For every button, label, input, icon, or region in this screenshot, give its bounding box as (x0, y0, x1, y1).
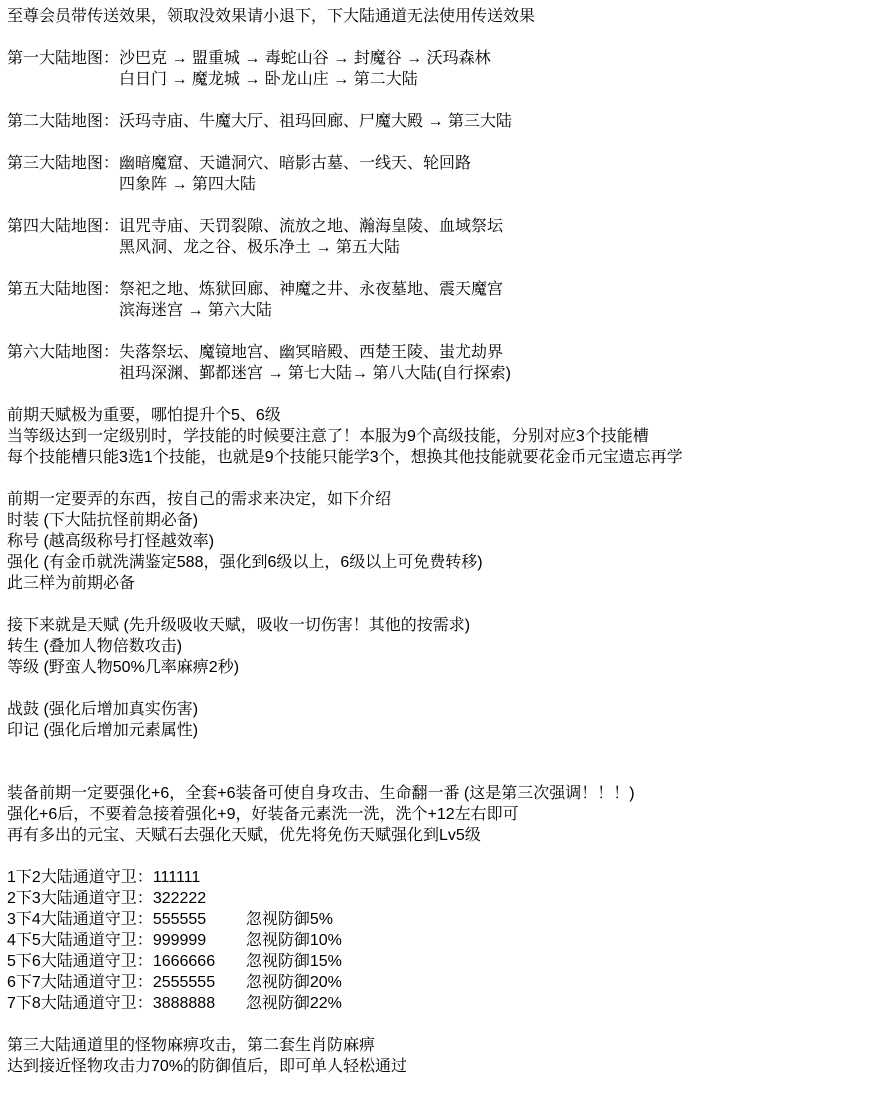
map-route-lines (119, 279, 865, 321)
map-label: 第四大陆地图： (7, 218, 120, 235)
guard-ignore-defense (246, 888, 865, 909)
map-section-3 (7, 153, 865, 195)
text-line: 转生 (叠加人物倍数攻击) (7, 638, 183, 655)
map-label: 第六大陆地图： (7, 344, 120, 361)
text-line: 印记 (强化后增加元素属性) (7, 722, 199, 739)
map-section-6 (7, 342, 865, 384)
text-line: 前期天赋极为重要，哪怕提升个5、6级 (7, 407, 281, 424)
guard-label: 3下4大陆通道守卫： (7, 911, 153, 928)
map-route-line: 祭祀之地、炼狱回廊、神魔之井、永夜墓地、震天魔宫 (119, 281, 504, 298)
talent-next-paragraph (7, 615, 865, 678)
guard-row (7, 951, 865, 972)
text-line: 接下来就是天赋 (先升级吸收天赋，吸收一切伤害！其他的按需求) (7, 617, 471, 634)
map-route-line: 失落祭坛、魔镜地宫、幽冥暗殿、西楚王陵、蚩尤劫界 (119, 344, 504, 361)
footer-paragraph (7, 1035, 865, 1077)
guard-hp: 555555 (152, 911, 207, 928)
map-route-line: 白日门 → 魔龙城 → 卧龙山庄 → 第二大陆 (119, 71, 418, 88)
map-label: 第三大陆地图： (7, 155, 120, 172)
map-label: 第一大陆地图： (7, 50, 120, 67)
map-route-lines (119, 111, 865, 132)
map-route-lines (119, 48, 865, 90)
map-section-4 (7, 216, 865, 258)
map-section-5 (7, 279, 865, 321)
equip-tips-paragraph (7, 783, 865, 846)
map-label: 第二大陆地图： (7, 113, 120, 130)
guard-label: 6下7大陆通道守卫： (7, 974, 153, 991)
guard-hp: 322222 (152, 890, 207, 907)
guard-label: 4下5大陆通道守卫： (7, 932, 153, 949)
text-line: 称号 (越高级称号打怪越效率) (7, 533, 215, 550)
enhance-items-paragraph (7, 699, 865, 741)
guard-ignore-defense: 忽视防御20% (245, 974, 342, 991)
guard-hp: 2555555 (152, 974, 216, 991)
text-line: 再有多出的元宝、天赋石去强化天赋，优先将免伤天赋强化到Lv5级 (7, 827, 481, 844)
text-line: 时装 (下大陆抗怪前期必备) (7, 512, 199, 529)
text-line: 等级 (野蛮人物50%几率麻痹2秒) (7, 659, 240, 676)
guard-ignore-defense: 忽视防御5% (245, 911, 333, 928)
talent-intro-paragraph (7, 405, 865, 468)
guard-row (7, 972, 865, 993)
map-route-line: 四象阵 → 第四大陆 (119, 176, 256, 193)
guard-ignore-defense (246, 867, 865, 888)
map-route-lines (119, 153, 865, 195)
map-route-line: 沙巴克 → 盟重城 → 毒蛇山谷 → 封魔谷 → 沃玛森林 (119, 50, 491, 67)
text-line: 此三样为前期必备 (7, 575, 136, 592)
map-route-line: 幽暗魔窟、天谴洞穴、暗影古墓、一线天、轮回路 (119, 155, 472, 172)
guard-label: 7下8大陆通道守卫： (7, 995, 153, 1012)
guard-ignore-defense: 忽视防御15% (245, 953, 342, 970)
text-line: 当等级达到一定级别时，学技能的时候要注意了！本服为9个高级技能，分别对应3个技能槽 (7, 428, 649, 445)
guard-row (7, 993, 865, 1014)
intro-line: 至尊会员带传送效果，领取没效果请小退下，下大陆通道无法使用传送效果 (7, 8, 536, 25)
map-section-2 (7, 111, 865, 132)
guard-hp: 999999 (152, 932, 207, 949)
text-line: 强化 (有金币就洗满鉴定588，强化到6级以上，6级以上可免费转移) (7, 554, 483, 571)
map-route-line: 滨海迷宫 → 第六大陆 (119, 302, 272, 319)
map-route-line: 沃玛寺庙、牛魔大厅、祖玛回廊、尸魔大殿 → 第三大陆 (119, 113, 512, 130)
map-route-line: 祖玛深渊、鄞都迷宫 → 第七大陆→ 第八大陆(自行探索) (119, 365, 512, 382)
guard-hp: 1666666 (152, 953, 216, 970)
text-line: 前期一定要弄的东西，按自己的需求来决定，如下介绍 (7, 491, 392, 508)
guard-hp: 3888888 (152, 995, 216, 1012)
map-route-line: 黑风洞、龙之谷、极乐净土 → 第五大陆 (119, 239, 400, 256)
text-line: 战鼓 (强化后增加真实伤害) (7, 701, 199, 718)
map-section-1 (7, 48, 865, 90)
text-line: 每个技能槽只能3选1个技能，也就是9个技能只能学3个，想换其他技能就要花金币元宝遗忘再学 (7, 449, 683, 466)
guard-row (7, 888, 865, 909)
text-line: 达到接近怪物攻击力70%的防御值后，即可单人轻松通过 (7, 1058, 408, 1075)
guard-table (7, 867, 865, 1014)
map-route-lines (119, 342, 865, 384)
guard-ignore-defense: 忽视防御10% (245, 932, 342, 949)
map-route-lines (119, 216, 865, 258)
guard-label: 1下2大陆通道守卫： (7, 869, 153, 886)
guard-hp: 111111 (152, 869, 201, 886)
map-route-line: 诅咒寺庙、天罚裂隙、流放之地、瀚海皇陵、血域祭坛 (119, 218, 504, 235)
guard-label: 5下6大陆通道守卫： (7, 953, 153, 970)
text-line: 第三大陆通道里的怪物麻痹攻击，第二套生肖防麻痹 (7, 1037, 376, 1054)
text-line: 装备前期一定要强化+6，全套+6装备可使自身攻击、生命翻一番 (这是第三次强调！！！) (7, 785, 635, 802)
guard-label: 2下3大陆通道守卫： (7, 890, 153, 907)
guard-ignore-defense: 忽视防御22% (245, 995, 342, 1012)
map-label: 第五大陆地图： (7, 281, 120, 298)
guard-row (7, 909, 865, 930)
guard-row (7, 867, 865, 888)
early-items-paragraph (7, 489, 865, 594)
guard-row (7, 930, 865, 951)
text-line: 强化+6后，不要着急接着强化+9，好装备元素洗一洗，洗个+12左右即可 (7, 806, 519, 823)
